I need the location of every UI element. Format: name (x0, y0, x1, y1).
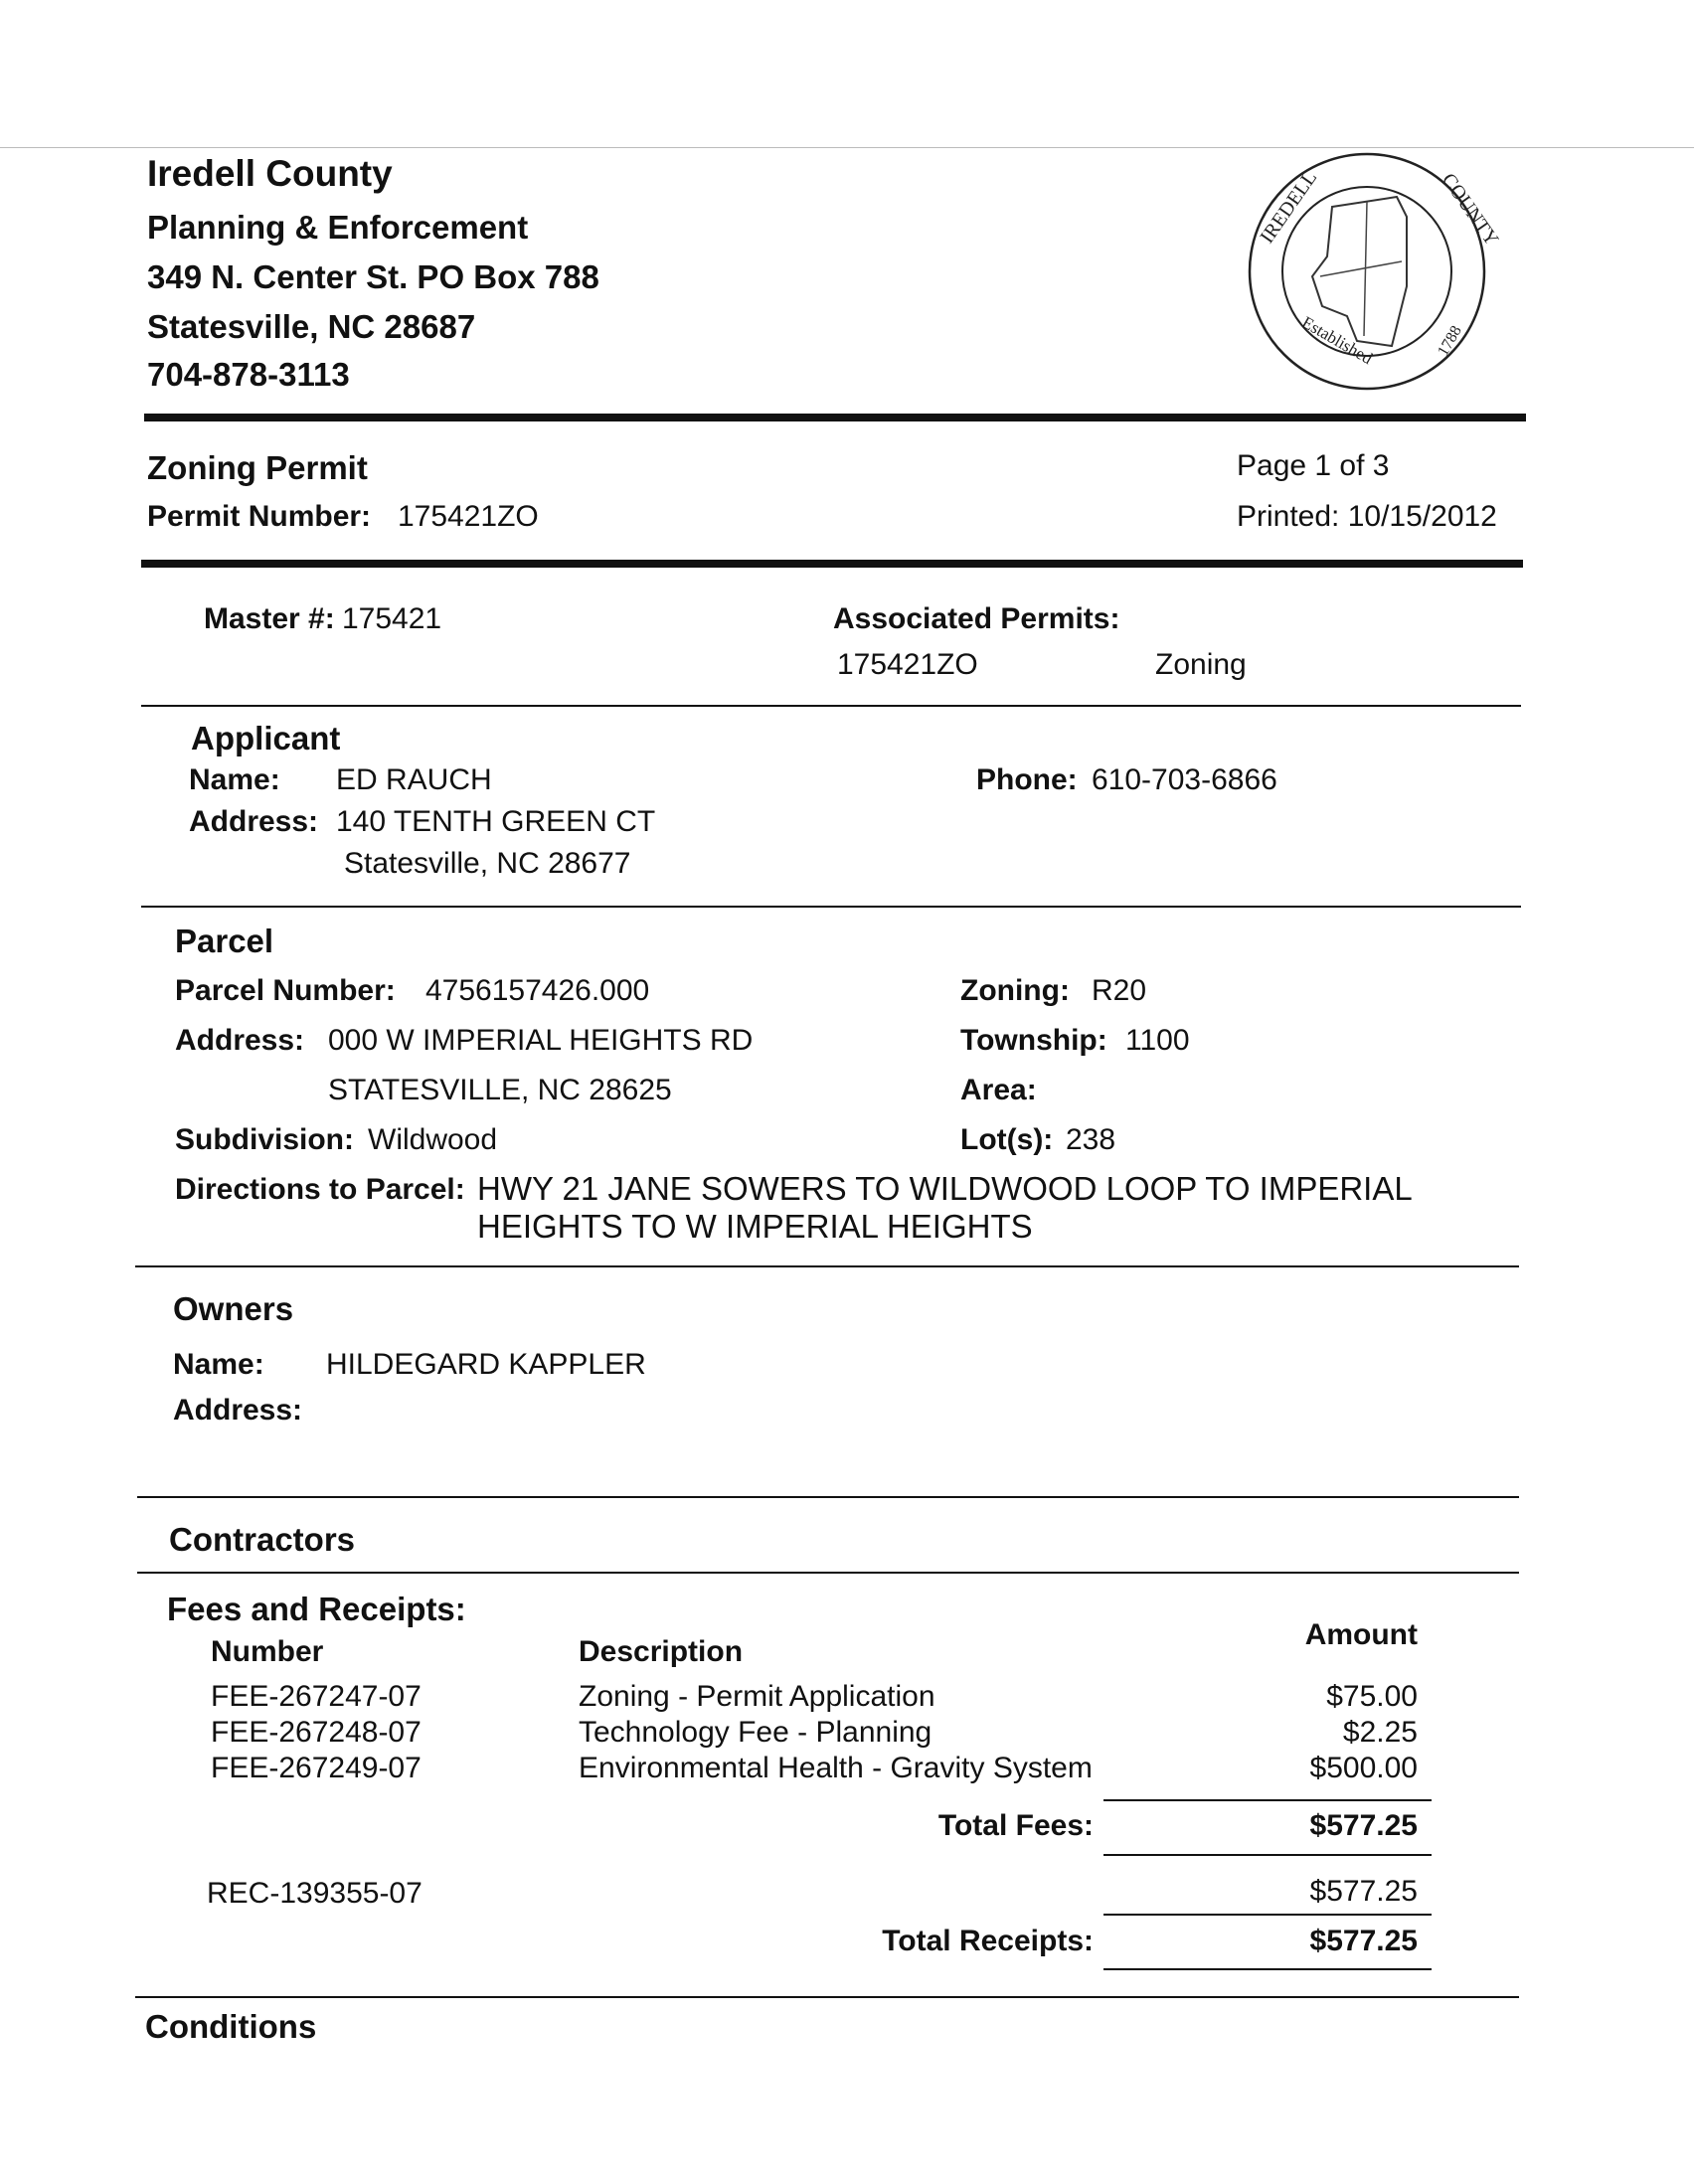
township-label: Township: (960, 1024, 1107, 1057)
fee-number: FEE-267248-07 (211, 1716, 422, 1749)
fees-rule (135, 1996, 1519, 1998)
fee-amount: $500.00 (1309, 1752, 1418, 1784)
owners-heading: Owners (173, 1290, 294, 1327)
fee-amount: $2.25 (1342, 1716, 1418, 1749)
header-rule (144, 414, 1526, 421)
owner-name-label: Name: (173, 1348, 264, 1381)
permit-title: Zoning Permit (147, 449, 368, 486)
county-seal (1243, 147, 1503, 396)
area-label: Area: (960, 1074, 1037, 1106)
applicant-address-line2: Statesville, NC 28677 (344, 847, 631, 880)
conditions-heading: Conditions (145, 2008, 317, 2045)
directions-line1: HWY 21 JANE SOWERS TO WILDWOOD LOOP TO IMPERIAL (477, 1170, 1413, 1207)
contractors-heading: Contractors (169, 1521, 356, 1558)
page-indicator: Page 1 of 3 (1237, 449, 1390, 482)
seal-text-right: COUNTY (1437, 169, 1503, 251)
org-address-line2: Statesville, NC 28687 (147, 308, 476, 345)
parcel-address-line2: STATESVILLE, NC 28625 (328, 1074, 672, 1106)
applicant-rule (141, 906, 1521, 908)
directions-label: Directions to Parcel: (175, 1173, 465, 1206)
permit-number: 175421ZO (398, 500, 539, 533)
owners-rule (137, 1496, 1519, 1498)
fees-subtotal-rule (1103, 1799, 1432, 1801)
fee-amount: $75.00 (1326, 1680, 1418, 1713)
applicant-phone: 610-703-6866 (1092, 763, 1277, 796)
parcel-address-label: Address: (175, 1024, 305, 1057)
seal-text-bottom: Established (1298, 312, 1376, 369)
applicant-address-label: Address: (189, 805, 319, 838)
seal-year: 1788 (1435, 322, 1465, 360)
parcel-address-line1: 000 W IMPERIAL HEIGHTS RD (328, 1024, 754, 1057)
applicant-address-line1: 140 TENTH GREEN CT (336, 805, 656, 838)
org-name: Iredell County (147, 153, 393, 194)
seal-text-top: IREDELL (1256, 167, 1322, 248)
fee-description: Zoning - Permit Application (579, 1680, 935, 1713)
contractors-rule (137, 1572, 1519, 1574)
parcel-rule (135, 1265, 1519, 1267)
fees-col-description: Description (579, 1635, 744, 1668)
applicant-heading: Applicant (191, 720, 341, 756)
total-fees-value: $577.25 (1309, 1809, 1418, 1842)
dept-name: Planning & Enforcement (147, 209, 529, 246)
lots-value: 238 (1066, 1123, 1116, 1156)
org-phone: 704-878-3113 (147, 356, 350, 393)
parcel-heading: Parcel (175, 923, 274, 959)
directions-line2: HEIGHTS TO W IMPERIAL HEIGHTS (477, 1208, 1033, 1245)
fees-heading: Fees and Receipts: (167, 1591, 466, 1627)
total-fees-rule (1103, 1854, 1432, 1856)
master-label: Master #: (204, 602, 335, 635)
master-number: 175421 (342, 602, 442, 635)
permit-number-label: Permit Number: (147, 500, 372, 533)
owner-name: HILDEGARD KAPPLER (326, 1348, 646, 1381)
associated-permit-number: 175421ZO (837, 648, 978, 681)
org-address-line1: 349 N. Center St. PO Box 788 (147, 258, 599, 295)
fees-col-amount: Amount (1304, 1618, 1418, 1651)
township-value: 1100 (1125, 1024, 1190, 1057)
zoning-value: R20 (1092, 974, 1147, 1007)
fee-description: Technology Fee - Planning (579, 1716, 932, 1749)
total-fees-label: Total Fees: (937, 1809, 1094, 1842)
associated-permit-type: Zoning (1155, 648, 1247, 681)
fee-number: FEE-267247-07 (211, 1680, 422, 1713)
fee-description: Environmental Health - Gravity System (579, 1752, 1093, 1784)
total-receipts-label: Total Receipts: (882, 1925, 1094, 1957)
total-receipts-value: $577.25 (1309, 1925, 1418, 1957)
parcel-number: 4756157426.000 (425, 974, 650, 1007)
owner-address-label: Address: (173, 1394, 303, 1427)
printed-date: Printed: 10/15/2012 (1237, 500, 1497, 533)
permit-rule (141, 560, 1523, 568)
receipts-subtotal-rule (1103, 1914, 1432, 1916)
lots-label: Lot(s): (960, 1123, 1054, 1156)
master-rule (141, 705, 1521, 707)
associated-permits-label: Associated Permits: (833, 602, 1120, 635)
subdivision-label: Subdivision: (175, 1123, 354, 1156)
receipt-amount: $577.25 (1309, 1875, 1418, 1908)
receipt-number: REC-139355-07 (207, 1877, 423, 1910)
parcel-number-label: Parcel Number: (175, 974, 396, 1007)
total-receipts-rule (1103, 1968, 1432, 1970)
applicant-name-label: Name: (189, 763, 280, 796)
subdivision-value: Wildwood (368, 1123, 498, 1156)
zoning-label: Zoning: (960, 974, 1070, 1007)
applicant-name: ED RAUCH (336, 763, 492, 796)
applicant-phone-label: Phone: (976, 763, 1078, 796)
fees-col-number: Number (211, 1635, 324, 1668)
fee-number: FEE-267249-07 (211, 1752, 422, 1784)
